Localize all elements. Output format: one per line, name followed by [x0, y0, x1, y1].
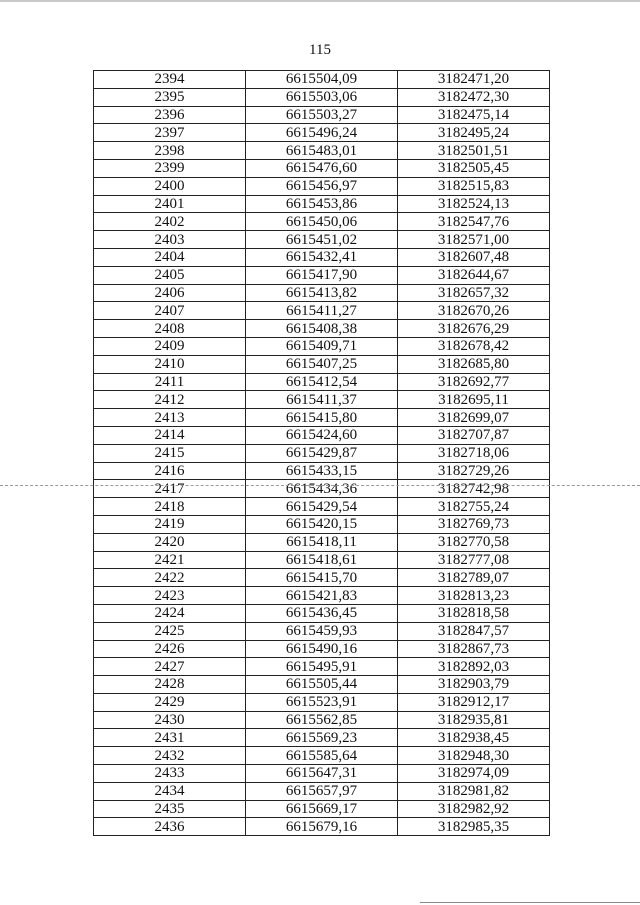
table-row — [94, 800, 550, 818]
table-row — [94, 337, 550, 355]
table-row — [94, 711, 550, 729]
table-row — [94, 302, 550, 320]
y-coordinate-cell: 3182935,81 — [398, 711, 550, 729]
x-coordinate-cell: 6615412,54 — [246, 373, 398, 391]
table-row — [94, 818, 550, 836]
x-coordinate-cell: 6615562,85 — [246, 711, 398, 729]
table-row — [94, 426, 550, 444]
x-coordinate-cell: 6615409,71 — [246, 337, 398, 355]
x-coordinate-cell: 6615503,06 — [246, 88, 398, 106]
x-coordinate-cell: 6615421,83 — [246, 587, 398, 605]
y-coordinate-cell: 3182982,92 — [398, 800, 550, 818]
point-number-cell: 2403 — [94, 231, 246, 249]
x-coordinate-cell: 6615453,86 — [246, 195, 398, 213]
point-number-cell: 2409 — [94, 337, 246, 355]
table-row — [94, 462, 550, 480]
point-number-cell: 2434 — [94, 782, 246, 800]
y-coordinate-cell: 3182471,20 — [398, 71, 550, 89]
table-row — [94, 320, 550, 338]
x-coordinate-cell: 6615420,15 — [246, 515, 398, 533]
table-row — [94, 373, 550, 391]
x-coordinate-cell: 6615456,97 — [246, 177, 398, 195]
y-coordinate-cell: 3182777,08 — [398, 551, 550, 569]
y-coordinate-cell: 3182495,24 — [398, 124, 550, 142]
point-number-cell: 2427 — [94, 658, 246, 676]
x-coordinate-cell: 6615669,17 — [246, 800, 398, 818]
table-row — [94, 444, 550, 462]
table-row — [94, 284, 550, 302]
y-coordinate-cell: 3182729,26 — [398, 462, 550, 480]
scan-top-edge — [0, 0, 640, 2]
point-number-cell: 2394 — [94, 71, 246, 89]
y-coordinate-cell: 3182938,45 — [398, 729, 550, 747]
y-coordinate-cell: 3182981,82 — [398, 782, 550, 800]
table-row — [94, 213, 550, 231]
table-row — [94, 177, 550, 195]
table-row — [94, 658, 550, 676]
y-coordinate-cell: 3182789,07 — [398, 569, 550, 587]
x-coordinate-cell: 6615429,87 — [246, 444, 398, 462]
x-coordinate-cell: 6615413,82 — [246, 284, 398, 302]
point-number-cell: 2425 — [94, 622, 246, 640]
x-coordinate-cell: 6615679,16 — [246, 818, 398, 836]
point-number-cell: 2421 — [94, 551, 246, 569]
x-coordinate-cell: 6615432,41 — [246, 248, 398, 266]
x-coordinate-cell: 6615433,15 — [246, 462, 398, 480]
y-coordinate-cell: 3182547,76 — [398, 213, 550, 231]
table-row — [94, 88, 550, 106]
point-number-cell: 2414 — [94, 426, 246, 444]
y-coordinate-cell: 3182524,13 — [398, 195, 550, 213]
x-coordinate-cell: 6615429,54 — [246, 498, 398, 516]
point-number-cell: 2396 — [94, 106, 246, 124]
table-row — [94, 604, 550, 622]
coordinates-table-body — [94, 71, 550, 836]
y-coordinate-cell: 3182755,24 — [398, 498, 550, 516]
y-coordinate-cell: 3182818,58 — [398, 604, 550, 622]
x-coordinate-cell: 6615490,16 — [246, 640, 398, 658]
y-coordinate-cell: 3182475,14 — [398, 106, 550, 124]
point-number-cell: 2424 — [94, 604, 246, 622]
table-row — [94, 587, 550, 605]
table-row — [94, 569, 550, 587]
y-coordinate-cell: 3182718,06 — [398, 444, 550, 462]
table-row — [94, 248, 550, 266]
point-number-cell: 2417 — [94, 480, 246, 498]
point-number-cell: 2405 — [94, 266, 246, 284]
point-number-cell: 2404 — [94, 248, 246, 266]
x-coordinate-cell: 6615503,27 — [246, 106, 398, 124]
x-coordinate-cell: 6615415,80 — [246, 409, 398, 427]
point-number-cell: 2422 — [94, 569, 246, 587]
y-coordinate-cell: 3182769,73 — [398, 515, 550, 533]
table-row — [94, 142, 550, 160]
point-number-cell: 2433 — [94, 765, 246, 783]
table-row — [94, 729, 550, 747]
y-coordinate-cell: 3182813,23 — [398, 587, 550, 605]
table-row — [94, 640, 550, 658]
table-row — [94, 391, 550, 409]
y-coordinate-cell: 3182847,57 — [398, 622, 550, 640]
point-number-cell: 2435 — [94, 800, 246, 818]
point-number-cell: 2430 — [94, 711, 246, 729]
y-coordinate-cell: 3182657,32 — [398, 284, 550, 302]
point-number-cell: 2416 — [94, 462, 246, 480]
x-coordinate-cell: 6615407,25 — [246, 355, 398, 373]
table-row — [94, 231, 550, 249]
scan-bottom-edge — [420, 902, 640, 903]
x-coordinate-cell: 6615476,60 — [246, 159, 398, 177]
table-row — [94, 693, 550, 711]
y-coordinate-cell: 3182948,30 — [398, 747, 550, 765]
y-coordinate-cell: 3182571,00 — [398, 231, 550, 249]
y-coordinate-cell: 3182974,09 — [398, 765, 550, 783]
point-number-cell: 2406 — [94, 284, 246, 302]
scan-fold-line — [0, 485, 640, 486]
x-coordinate-cell: 6615434,36 — [246, 480, 398, 498]
point-number-cell: 2395 — [94, 88, 246, 106]
x-coordinate-cell: 6615495,91 — [246, 658, 398, 676]
y-coordinate-cell: 3182695,11 — [398, 391, 550, 409]
x-coordinate-cell: 6615450,06 — [246, 213, 398, 231]
y-coordinate-cell: 3182670,26 — [398, 302, 550, 320]
point-number-cell: 2413 — [94, 409, 246, 427]
y-coordinate-cell: 3182903,79 — [398, 676, 550, 694]
point-number-cell: 2401 — [94, 195, 246, 213]
table-row — [94, 480, 550, 498]
coordinates-table — [93, 70, 550, 836]
point-number-cell: 2432 — [94, 747, 246, 765]
table-row — [94, 106, 550, 124]
table-row — [94, 355, 550, 373]
x-coordinate-cell: 6615585,64 — [246, 747, 398, 765]
y-coordinate-cell: 3182692,77 — [398, 373, 550, 391]
point-number-cell: 2429 — [94, 693, 246, 711]
table-row — [94, 747, 550, 765]
x-coordinate-cell: 6615451,02 — [246, 231, 398, 249]
point-number-cell: 2399 — [94, 159, 246, 177]
y-coordinate-cell: 3182707,87 — [398, 426, 550, 444]
table-row — [94, 676, 550, 694]
y-coordinate-cell: 3182867,73 — [398, 640, 550, 658]
y-coordinate-cell: 3182678,42 — [398, 337, 550, 355]
y-coordinate-cell: 3182699,07 — [398, 409, 550, 427]
point-number-cell: 2412 — [94, 391, 246, 409]
table-row — [94, 124, 550, 142]
x-coordinate-cell: 6615647,31 — [246, 765, 398, 783]
table-row — [94, 498, 550, 516]
point-number-cell: 2436 — [94, 818, 246, 836]
y-coordinate-cell: 3182685,80 — [398, 355, 550, 373]
table-row — [94, 533, 550, 551]
point-number-cell: 2426 — [94, 640, 246, 658]
point-number-cell: 2398 — [94, 142, 246, 160]
page-number: 115 — [309, 42, 331, 58]
table-row — [94, 71, 550, 89]
point-number-cell: 2420 — [94, 533, 246, 551]
x-coordinate-cell: 6615459,93 — [246, 622, 398, 640]
y-coordinate-cell: 3182676,29 — [398, 320, 550, 338]
point-number-cell: 2423 — [94, 587, 246, 605]
y-coordinate-cell: 3182644,67 — [398, 266, 550, 284]
table-row — [94, 515, 550, 533]
table-row — [94, 195, 550, 213]
point-number-cell: 2428 — [94, 676, 246, 694]
y-coordinate-cell: 3182607,48 — [398, 248, 550, 266]
point-number-cell: 2415 — [94, 444, 246, 462]
x-coordinate-cell: 6615569,23 — [246, 729, 398, 747]
point-number-cell: 2402 — [94, 213, 246, 231]
point-number-cell: 2431 — [94, 729, 246, 747]
point-number-cell: 2411 — [94, 373, 246, 391]
x-coordinate-cell: 6615505,44 — [246, 676, 398, 694]
table-row — [94, 409, 550, 427]
table-row — [94, 266, 550, 284]
x-coordinate-cell: 6615436,45 — [246, 604, 398, 622]
table-row — [94, 159, 550, 177]
y-coordinate-cell: 3182742,98 — [398, 480, 550, 498]
table-row — [94, 622, 550, 640]
y-coordinate-cell: 3182912,17 — [398, 693, 550, 711]
x-coordinate-cell: 6615483,01 — [246, 142, 398, 160]
y-coordinate-cell: 3182501,51 — [398, 142, 550, 160]
x-coordinate-cell: 6615657,97 — [246, 782, 398, 800]
y-coordinate-cell: 3182515,83 — [398, 177, 550, 195]
x-coordinate-cell: 6615496,24 — [246, 124, 398, 142]
point-number-cell: 2418 — [94, 498, 246, 516]
x-coordinate-cell: 6615424,60 — [246, 426, 398, 444]
y-coordinate-cell: 3182892,03 — [398, 658, 550, 676]
x-coordinate-cell: 6615418,11 — [246, 533, 398, 551]
x-coordinate-cell: 6615418,61 — [246, 551, 398, 569]
x-coordinate-cell: 6615411,27 — [246, 302, 398, 320]
point-number-cell: 2400 — [94, 177, 246, 195]
x-coordinate-cell: 6615523,91 — [246, 693, 398, 711]
x-coordinate-cell: 6615415,70 — [246, 569, 398, 587]
y-coordinate-cell: 3182770,58 — [398, 533, 550, 551]
point-number-cell: 2407 — [94, 302, 246, 320]
point-number-cell: 2410 — [94, 355, 246, 373]
point-number-cell: 2397 — [94, 124, 246, 142]
point-number-cell: 2419 — [94, 515, 246, 533]
table-row — [94, 765, 550, 783]
table-row — [94, 551, 550, 569]
table-row — [94, 782, 550, 800]
x-coordinate-cell: 6615417,90 — [246, 266, 398, 284]
y-coordinate-cell: 3182505,45 — [398, 159, 550, 177]
x-coordinate-cell: 6615411,37 — [246, 391, 398, 409]
y-coordinate-cell: 3182472,30 — [398, 88, 550, 106]
x-coordinate-cell: 6615504,09 — [246, 71, 398, 89]
x-coordinate-cell: 6615408,38 — [246, 320, 398, 338]
point-number-cell: 2408 — [94, 320, 246, 338]
y-coordinate-cell: 3182985,35 — [398, 818, 550, 836]
